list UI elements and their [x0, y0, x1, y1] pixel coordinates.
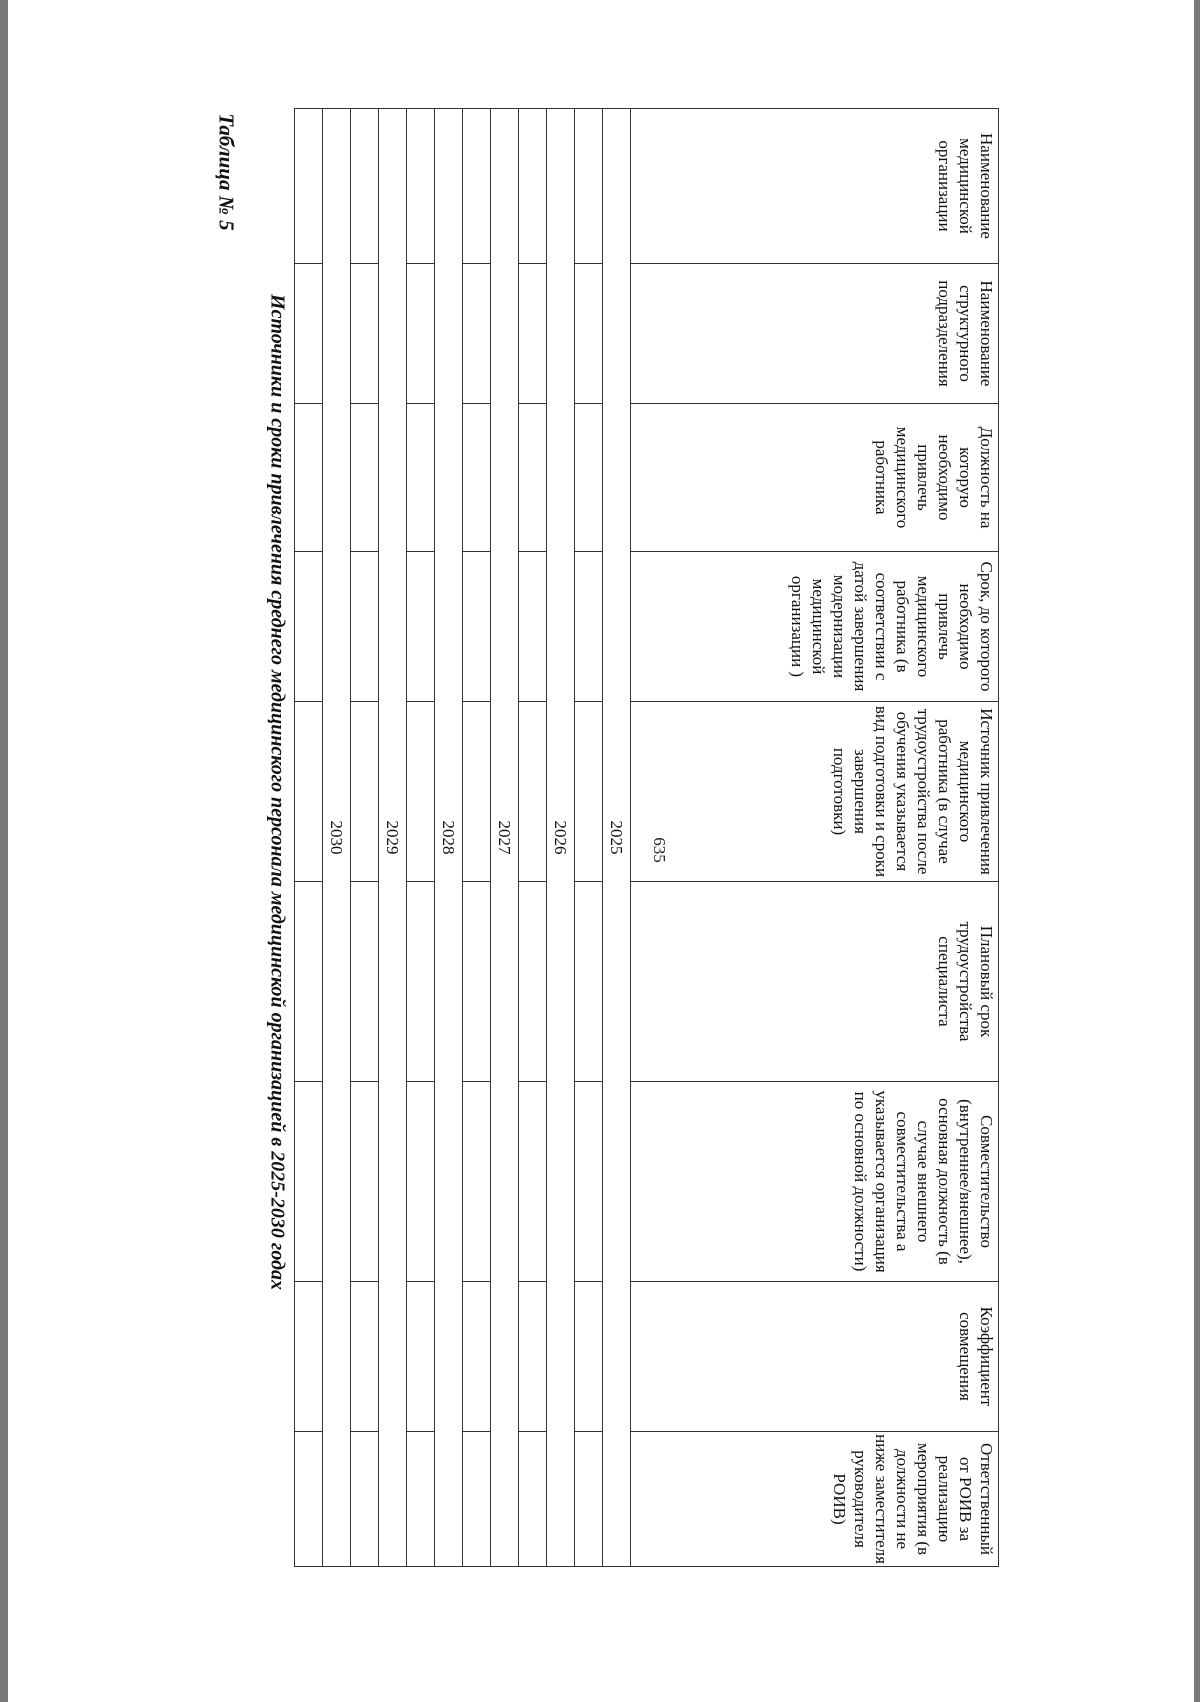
table-row	[351, 109, 379, 1567]
year-label: 2029	[379, 109, 407, 1567]
year-label: 2027	[491, 109, 519, 1567]
col-header-responsible: Ответственный от РОИВ за реализацию мероприятия (в должности не ниже заместителя руководителя РОИВ)	[631, 1432, 999, 1567]
col-header-planned-date: Плановый срок трудоустройства специалиста	[631, 882, 999, 1082]
year-row-2025	[603, 109, 631, 1567]
year-label: 2028	[435, 109, 463, 1567]
year-label: 2030	[323, 109, 351, 1567]
document-page	[8, 0, 1194, 1702]
col-header-organization: Наименование медицинской организации	[631, 109, 999, 264]
year-label: 2025	[603, 109, 631, 1567]
year-label: 2026	[547, 109, 575, 1567]
col-header-deadline: Срок, до которого необходимо привлечь медицинского работника (в соответствии с датой завершения модернизации медицинской организации )	[631, 552, 999, 702]
table-container	[299, 108, 999, 1566]
col-header-position: Должность на которую необходимо привлечь медицинского работника	[631, 404, 999, 552]
table-row	[407, 109, 435, 1567]
year-row-2029	[379, 109, 407, 1567]
page-number: 635	[650, 837, 669, 863]
table-label: Таблица № 5	[214, 113, 239, 231]
table-row	[575, 109, 603, 1567]
staffing-table	[294, 108, 999, 1567]
year-row-2026	[547, 109, 575, 1567]
col-header-source: Источник привлечения медицинского работника (в случае трудоустройства после обучения указывается вид подготовки и сроки завершения подготовки)	[631, 702, 999, 882]
table-row	[519, 109, 547, 1567]
document-title: Источники и сроки привлечения среднего медицинского персонала медицинской организацией в 2025-2030 годах	[266, 294, 289, 1290]
table-row	[295, 109, 323, 1567]
year-row-2027	[491, 109, 519, 1567]
header-row	[631, 109, 999, 1567]
col-header-part-time: Совместительство (внутреннее/внешнее), основная должность (в случае внешнего совместительства а указывается организация по основной должности)	[631, 1082, 999, 1282]
col-header-coefficient: Коэффициент совмещения	[631, 1282, 999, 1432]
year-row-2028	[435, 109, 463, 1567]
year-row-2030	[323, 109, 351, 1567]
table-row	[463, 109, 491, 1567]
col-header-department: Наименование структурного подразделения	[631, 264, 999, 404]
